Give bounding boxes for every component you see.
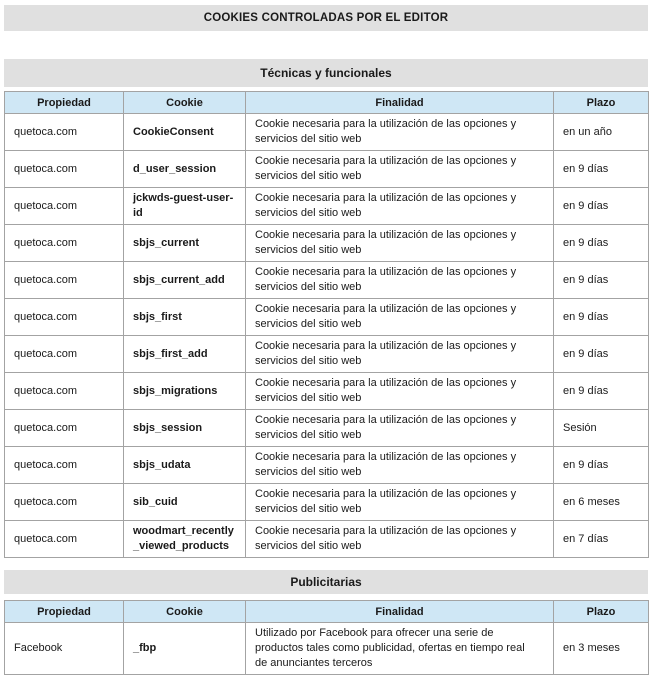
cell-finalidad: Cookie necesaria para la utilización de las opciones y servicios del sitio web <box>246 336 554 373</box>
column-header-plazo: Plazo <box>554 601 649 623</box>
column-header-finalidad: Finalidad <box>246 92 554 114</box>
cell-plazo: en 9 días <box>554 188 649 225</box>
cell-plazo: en 9 días <box>554 447 649 484</box>
table-header-row <box>5 601 649 623</box>
cell-propiedad: quetoca.com <box>5 373 124 410</box>
table-row <box>5 410 649 447</box>
cell-finalidad: Cookie necesaria para la utilización de las opciones y servicios del sitio web <box>246 484 554 521</box>
cell-propiedad: quetoca.com <box>5 225 124 262</box>
table-row <box>5 225 649 262</box>
table-row <box>5 151 649 188</box>
table-row <box>5 188 649 225</box>
table-row <box>5 447 649 484</box>
table-row <box>5 114 649 151</box>
page-title-bar <box>4 5 648 31</box>
cell-finalidad: Cookie necesaria para la utilización de las opciones y servicios del sitio web <box>246 188 554 225</box>
cell-plazo: en un año <box>554 114 649 151</box>
cell-cookie: sbjs_current_add <box>124 262 246 299</box>
cookie-section <box>4 59 648 558</box>
cell-propiedad: quetoca.com <box>5 262 124 299</box>
cell-propiedad: quetoca.com <box>5 447 124 484</box>
cell-propiedad: quetoca.com <box>5 299 124 336</box>
cell-plazo: en 9 días <box>554 225 649 262</box>
cell-propiedad: quetoca.com <box>5 188 124 225</box>
column-header-propiedad: Propiedad <box>5 92 124 114</box>
table-header-row <box>5 92 649 114</box>
cell-finalidad: Cookie necesaria para la utilización de las opciones y servicios del sitio web <box>246 262 554 299</box>
table-row <box>5 336 649 373</box>
cell-finalidad: Utilizado por Facebook para ofrecer una serie de productos tales como publicidad, ofertas en tiempo real de anunciantes terceros <box>246 623 554 675</box>
cell-propiedad: quetoca.com <box>5 114 124 151</box>
cell-propiedad: quetoca.com <box>5 151 124 188</box>
section-title: Publicitarias <box>290 575 362 589</box>
page-title: COOKIES CONTROLADAS POR EL EDITOR <box>203 12 449 24</box>
cell-cookie: sib_cuid <box>124 484 246 521</box>
cell-cookie: jckwds-guest-user-id <box>124 188 246 225</box>
section-title: Técnicas y funcionales <box>260 66 392 80</box>
cell-plazo: en 9 días <box>554 262 649 299</box>
cell-finalidad: Cookie necesaria para la utilización de las opciones y servicios del sitio web <box>246 114 554 151</box>
table-row <box>5 299 649 336</box>
cell-cookie: woodmart_recently_viewed_products <box>124 521 246 558</box>
table-row <box>5 521 649 558</box>
cookie-section <box>4 570 648 675</box>
cell-propiedad: Facebook <box>5 623 124 675</box>
cell-propiedad: quetoca.com <box>5 336 124 373</box>
cell-propiedad: quetoca.com <box>5 521 124 558</box>
cookie-table <box>4 600 649 675</box>
cell-plazo: en 9 días <box>554 151 649 188</box>
column-header-plazo: Plazo <box>554 92 649 114</box>
column-header-finalidad: Finalidad <box>246 601 554 623</box>
cell-plazo: en 6 meses <box>554 484 649 521</box>
sections-container <box>4 59 648 675</box>
cell-propiedad: quetoca.com <box>5 484 124 521</box>
cell-finalidad: Cookie necesaria para la utilización de las opciones y servicios del sitio web <box>246 447 554 484</box>
cell-cookie: _fbp <box>124 623 246 675</box>
cell-plazo: en 7 días <box>554 521 649 558</box>
column-header-cookie: Cookie <box>124 601 246 623</box>
cell-cookie: sbjs_udata <box>124 447 246 484</box>
cookie-table <box>4 91 649 558</box>
cell-finalidad: Cookie necesaria para la utilización de las opciones y servicios del sitio web <box>246 521 554 558</box>
table-row <box>5 262 649 299</box>
cell-plazo: en 9 días <box>554 299 649 336</box>
cell-finalidad: Cookie necesaria para la utilización de las opciones y servicios del sitio web <box>246 299 554 336</box>
cell-finalidad: Cookie necesaria para la utilización de las opciones y servicios del sitio web <box>246 410 554 447</box>
cell-plazo: en 9 días <box>554 336 649 373</box>
cell-cookie: sbjs_migrations <box>124 373 246 410</box>
table-row <box>5 623 649 675</box>
cell-cookie: d_user_session <box>124 151 246 188</box>
column-header-propiedad: Propiedad <box>5 601 124 623</box>
cell-finalidad: Cookie necesaria para la utilización de las opciones y servicios del sitio web <box>246 225 554 262</box>
section-title-bar <box>4 59 648 87</box>
cell-cookie: sbjs_first <box>124 299 246 336</box>
cell-propiedad: quetoca.com <box>5 410 124 447</box>
table-row <box>5 373 649 410</box>
column-header-cookie: Cookie <box>124 92 246 114</box>
cell-finalidad: Cookie necesaria para la utilización de las opciones y servicios del sitio web <box>246 151 554 188</box>
section-title-bar <box>4 570 648 594</box>
cell-cookie: sbjs_first_add <box>124 336 246 373</box>
cell-finalidad: Cookie necesaria para la utilización de las opciones y servicios del sitio web <box>246 373 554 410</box>
cell-cookie: sbjs_session <box>124 410 246 447</box>
cell-cookie: CookieConsent <box>124 114 246 151</box>
cell-plazo: en 9 días <box>554 373 649 410</box>
cell-cookie: sbjs_current <box>124 225 246 262</box>
cell-plazo: en 3 meses <box>554 623 649 675</box>
cell-plazo: Sesión <box>554 410 649 447</box>
table-row <box>5 484 649 521</box>
